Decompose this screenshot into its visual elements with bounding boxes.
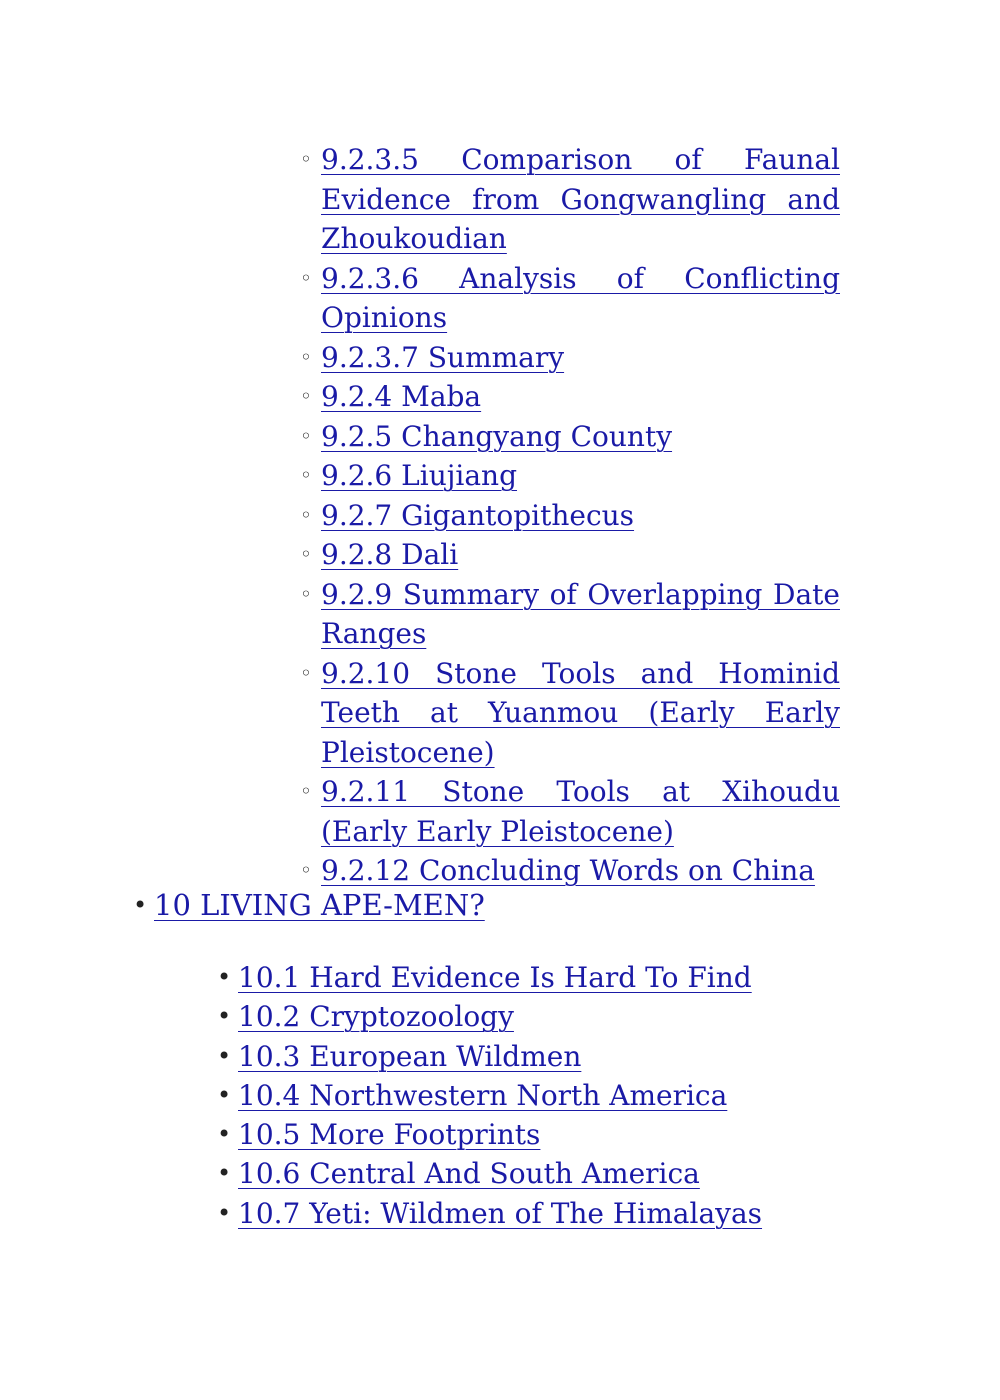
bullet-icon: • (217, 1041, 232, 1070)
toc-link[interactable]: 10.6 Central And South America (238, 1157, 700, 1191)
toc-item (300, 772, 840, 851)
bullet-icon: • (133, 891, 148, 919)
toc-link[interactable]: 9.2.6 Liujiang (321, 459, 518, 492)
circle-bullet-icon: ◦ (300, 660, 312, 685)
toc-item (300, 496, 840, 536)
bullet-icon: • (217, 1080, 232, 1109)
toc-item (214, 1154, 914, 1193)
bullet-icon: • (217, 1002, 232, 1031)
bullet-icon: • (217, 1120, 232, 1149)
circle-bullet-icon: ◦ (300, 147, 312, 171)
toc-link[interactable]: 9.2.11 Stone Tools at Xihoudu (Early Early Pleistocene) (321, 775, 840, 848)
toc-item (300, 575, 840, 654)
toc-link[interactable]: 9.2.9 Summary of Overlapping Date Ranges (321, 577, 840, 650)
toc-link[interactable]: 9.2.10 Stone Tools and Hominid Teeth at Yuanmou (Early Early Pleistocene) (321, 656, 840, 769)
toc-link[interactable]: 9.2.3.6 Analysis of Conflicting Opinions (321, 261, 840, 334)
toc-sublist-9-2 (300, 140, 840, 891)
toc-link[interactable]: 10.1 Hard Evidence Is Hard To Find (238, 961, 752, 994)
toc-link[interactable]: 10.5 More Footprints (238, 1118, 541, 1152)
toc-item (300, 654, 840, 773)
toc-link[interactable]: 9.2.3.7 Summary (321, 340, 565, 374)
circle-bullet-icon: ◦ (300, 265, 312, 290)
toc-item (300, 535, 840, 575)
toc-link[interactable]: 10.2 Cryptozoology (238, 1000, 514, 1034)
toc-item (300, 338, 840, 378)
toc-link[interactable]: 9.2.5 Changyang County (321, 419, 673, 453)
circle-bullet-icon: ◦ (300, 581, 312, 606)
toc-chapter-list (130, 885, 830, 925)
toc-link[interactable]: 9.2.4 Maba (321, 380, 482, 413)
bullet-icon: • (217, 1198, 232, 1227)
toc-chapter-link[interactable]: 10 LIVING APE-MEN? (154, 888, 485, 922)
toc-item (300, 259, 840, 338)
toc-link[interactable]: 9.2.12 Concluding Words on China (321, 854, 815, 887)
toc-item (300, 417, 840, 457)
bullet-icon: • (217, 963, 232, 991)
toc-sublist-10 (214, 958, 914, 1233)
toc-item (214, 997, 914, 1036)
toc-item (300, 456, 840, 496)
toc-item (300, 140, 840, 259)
toc-item (214, 1194, 914, 1233)
circle-bullet-icon: ◦ (300, 779, 312, 803)
circle-bullet-icon: ◦ (300, 423, 312, 448)
circle-bullet-icon: ◦ (300, 344, 312, 369)
bullet-icon: • (217, 1159, 232, 1188)
toc-item (214, 1076, 914, 1115)
toc-link[interactable]: 9.2.3.5 Comparison of Faunal Evidence from Gongwangling and Zhoukoudian (321, 143, 840, 255)
toc-chapter-item (130, 885, 830, 925)
circle-bullet-icon: ◦ (300, 463, 312, 487)
circle-bullet-icon: ◦ (300, 502, 312, 527)
toc-link[interactable]: 10.3 European Wildmen (238, 1039, 582, 1073)
circle-bullet-icon: ◦ (300, 384, 312, 408)
toc-link[interactable]: 10.4 Northwestern North America (238, 1078, 728, 1112)
toc-item (214, 958, 914, 997)
toc-item (214, 1115, 914, 1154)
toc-item (214, 1037, 914, 1076)
toc-link[interactable]: 9.2.7 Gigantopithecus (321, 498, 635, 532)
circle-bullet-icon: ◦ (300, 542, 312, 566)
toc-link[interactable]: 9.2.8 Dali (321, 538, 459, 571)
toc-link[interactable]: 10.7 Yeti: Wildmen of The Himalayas (238, 1196, 763, 1230)
toc-item (300, 377, 840, 417)
circle-bullet-icon: ◦ (300, 858, 312, 882)
